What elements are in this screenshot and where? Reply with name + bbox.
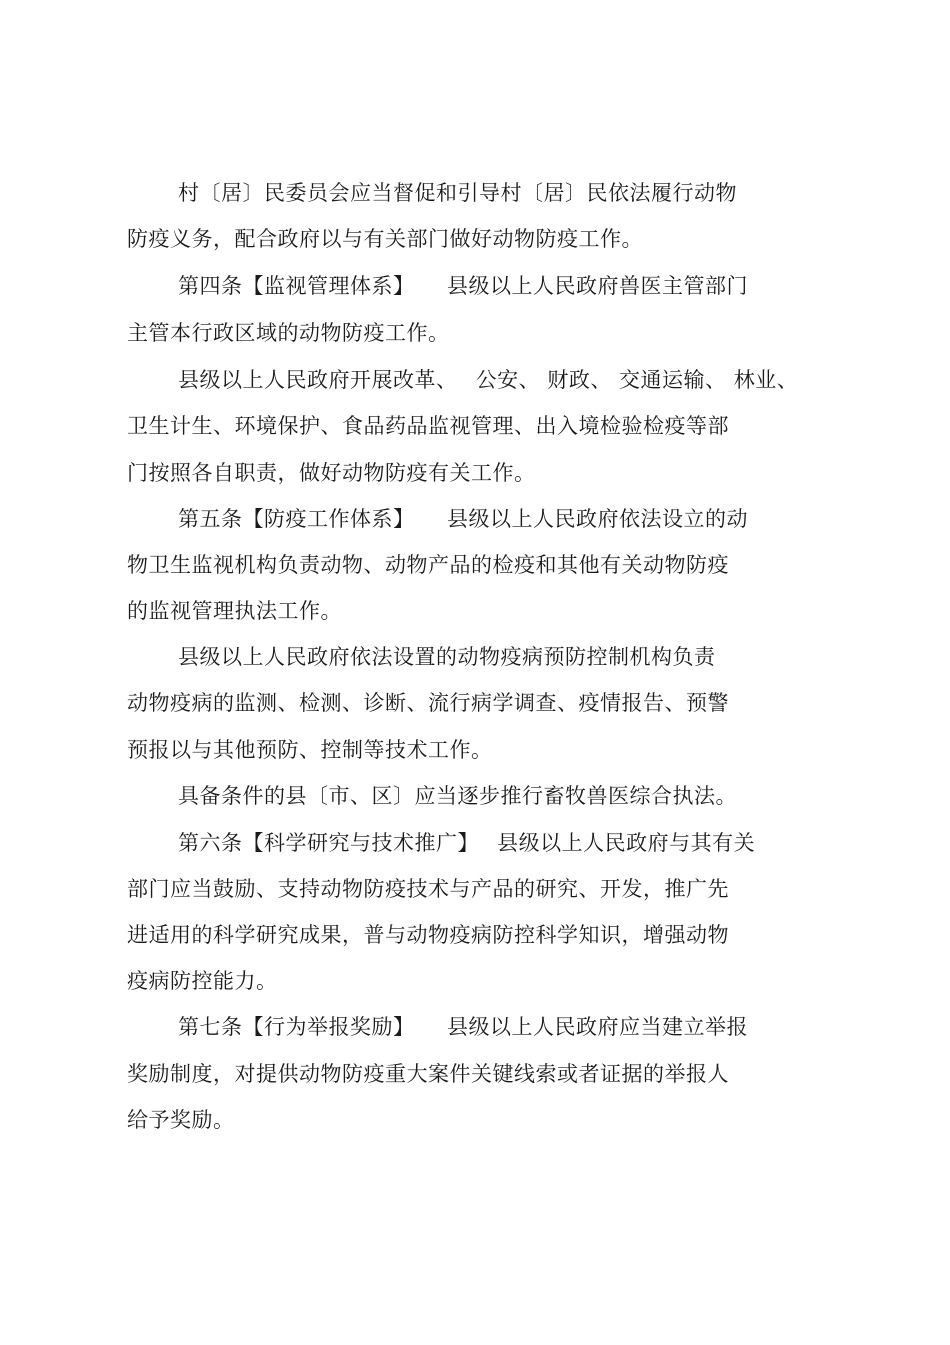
text-line: 预报以与其他预防、控制等技术工作。: [127, 738, 493, 762]
text-line: 第六条【科学研究与技术推广】 县级以上人民政府与其有关: [178, 831, 756, 855]
text-line: 第七条【行为举报奖励】 县级以上人民政府应当建立举报: [178, 1015, 748, 1039]
text-line: 县级以上人民政府依法设置的动物疫病预防控制机构负责: [178, 645, 716, 669]
text-line: 动物疫病的监测、检测、诊断、流行病学调查、疫情报告、预警: [127, 691, 729, 715]
text-line: 疫病防控能力。: [127, 969, 278, 993]
text-line: 门按照各自职责，做好动物防疫有关工作。: [127, 461, 536, 485]
text-line: 村〔居〕民委员会应当督促和引导村〔居〕民依法履行动物: [178, 181, 737, 205]
text-line: 县级以上人民政府开展改革、 公安、 财政、 交通运输、 林业、: [178, 368, 799, 392]
text-line: 奖励制度，对提供动物防疫重大案件关键线索或者证据的举报人: [127, 1062, 729, 1086]
text-line: 具备条件的县〔市、区〕应当逐步推行畜牧兽医综合执法。: [178, 784, 737, 808]
text-line: 第五条【防疫工作体系】 县级以上人民政府依法设立的动: [178, 507, 748, 531]
text-line: 给予奖励。: [127, 1108, 235, 1132]
text-line: 的监视管理执法工作。: [127, 599, 342, 623]
text-line: 主管本行政区域的动物防疫工作。: [127, 321, 450, 345]
text-line: 物卫生监视机构负责动物、动物产品的检疫和其他有关动物防疫: [127, 553, 729, 577]
text-line: 防疫义务，配合政府以与有关部门做好动物防疫工作。: [127, 227, 643, 251]
text-line: 进适用的科学研究成果，普与动物疫病防控科学知识，增强动物: [127, 923, 729, 947]
text-line: 第四条【监视管理体系】 县级以上人民政府兽医主管部门: [178, 274, 748, 298]
text-line: 部门应当鼓励、支持动物防疫技术与产品的研究、开发，推广先: [127, 877, 729, 901]
text-line: 卫生计生、环境保护、食品药品监视管理、出入境检验检疫等部: [127, 414, 729, 438]
